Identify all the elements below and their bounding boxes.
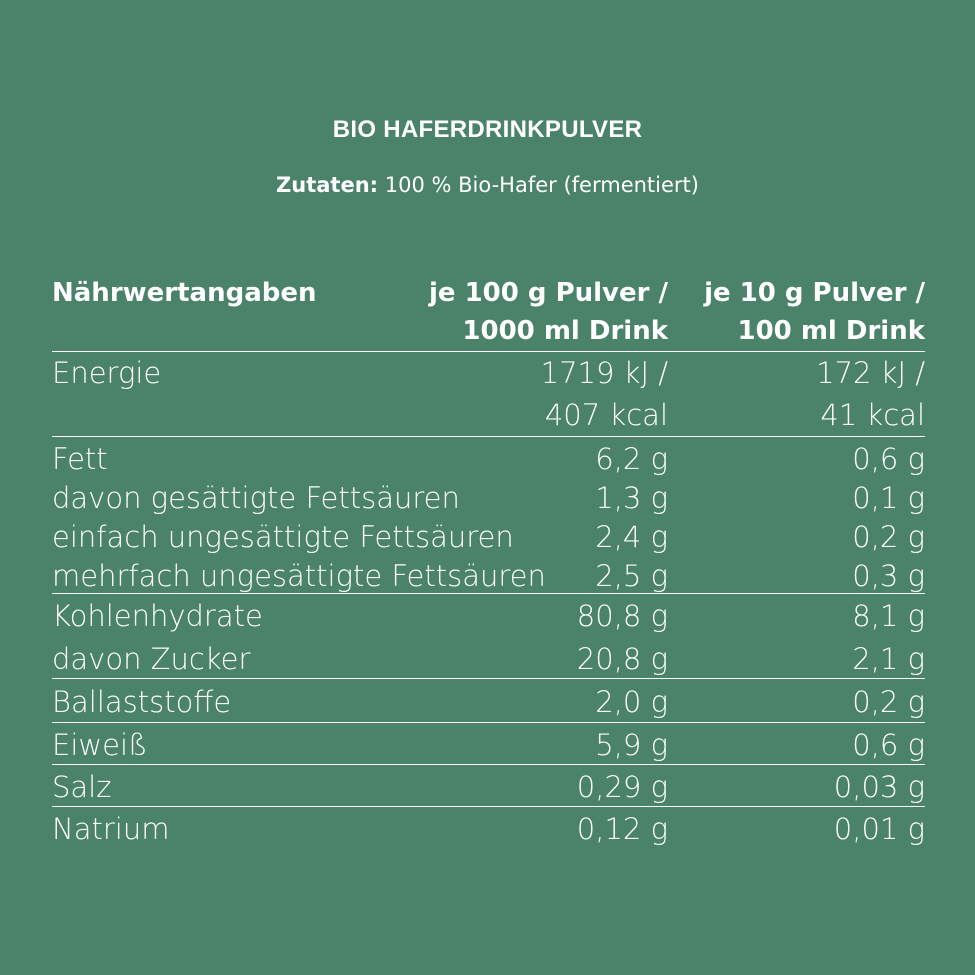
table-row — [52, 394, 925, 436]
row-label: mehrfach ungesättigte Fettsäuren — [52, 559, 546, 593]
value-per-10g: 41 kcal — [820, 398, 925, 432]
value-per-100g: 2,4 g — [595, 520, 668, 554]
value-per-100g: 0,29 g — [576, 770, 668, 804]
group-carbs — [52, 594, 925, 679]
table-row — [52, 594, 925, 636]
value-per-100g: 5,9 g — [595, 728, 668, 762]
header-nutrients: Nährwertangaben — [52, 278, 317, 308]
header-per-10g — [704, 274, 925, 350]
ingredients-label: Zutaten: — [276, 173, 379, 197]
group-fiber — [52, 679, 925, 723]
row-label: Kohlenhydrate — [52, 599, 263, 633]
row-label: davon gesättigte Fettsäuren — [52, 481, 460, 515]
group-protein — [52, 723, 925, 765]
nutrition-table — [52, 274, 925, 851]
value-per-10g: 0,6 g — [852, 442, 925, 476]
value-per-10g: 172 kJ / — [816, 356, 925, 390]
header-per-100g — [429, 274, 668, 350]
value-per-100g: 1719 kJ / — [540, 356, 668, 390]
row-label: Eiweiß — [52, 728, 148, 762]
value-per-10g: 0,1 g — [852, 481, 925, 515]
value-per-100g: 0,12 g — [576, 812, 668, 846]
table-header — [52, 274, 925, 352]
value-per-100g: 407 kcal — [544, 398, 668, 432]
table-row — [52, 679, 925, 722]
row-label: Natrium — [52, 812, 170, 846]
row-label: Energie — [52, 356, 162, 390]
header-per-10g-line1: je 10 g Pulver / — [704, 278, 925, 308]
ingredients-text: 100 % Bio-Hafer (fermentiert) — [378, 173, 699, 197]
value-per-100g: 1,3 g — [595, 481, 668, 515]
value-per-100g: 2,0 g — [595, 685, 668, 719]
value-per-100g: 6,2 g — [595, 442, 668, 476]
table-row — [52, 437, 925, 476]
row-label: davon Zucker — [52, 642, 251, 676]
value-per-10g: 0,01 g — [833, 812, 925, 846]
value-per-10g: 0,2 g — [852, 520, 925, 554]
value-per-10g: 8,1 g — [852, 599, 925, 633]
table-row — [52, 476, 925, 515]
header-per-100g-line2: 1000 ml Drink — [462, 316, 668, 346]
value-per-10g: 0,03 g — [833, 770, 925, 804]
value-per-100g: 20,8 g — [576, 642, 668, 676]
group-sodium — [52, 807, 925, 851]
value-per-10g: 2,1 g — [852, 642, 925, 676]
value-per-100g: 80,8 g — [576, 599, 668, 633]
product-title: BIO HAFERDRINKPULVER — [332, 116, 643, 143]
row-label: Fett — [52, 442, 108, 476]
value-per-10g: 0,3 g — [852, 559, 925, 593]
value-per-10g: 0,2 g — [852, 685, 925, 719]
group-fat — [52, 437, 925, 594]
row-label: einfach ungesättigte Fettsäuren — [52, 520, 514, 554]
header-per-10g-line2: 100 ml Drink — [737, 316, 925, 346]
ingredients-line — [0, 173, 975, 197]
table-row — [52, 807, 925, 851]
table-row — [52, 352, 925, 394]
value-per-10g: 0,6 g — [852, 728, 925, 762]
group-energy — [52, 352, 925, 437]
header-per-100g-line1: je 100 g Pulver / — [428, 278, 668, 308]
table-row — [52, 636, 925, 678]
row-label: Salz — [52, 770, 112, 804]
table-row — [52, 765, 925, 806]
row-label: Ballaststoffe — [52, 685, 232, 719]
table-row — [52, 554, 925, 593]
value-per-100g: 2,5 g — [595, 559, 668, 593]
table-row — [52, 723, 925, 764]
table-row — [52, 515, 925, 554]
group-salt — [52, 765, 925, 807]
